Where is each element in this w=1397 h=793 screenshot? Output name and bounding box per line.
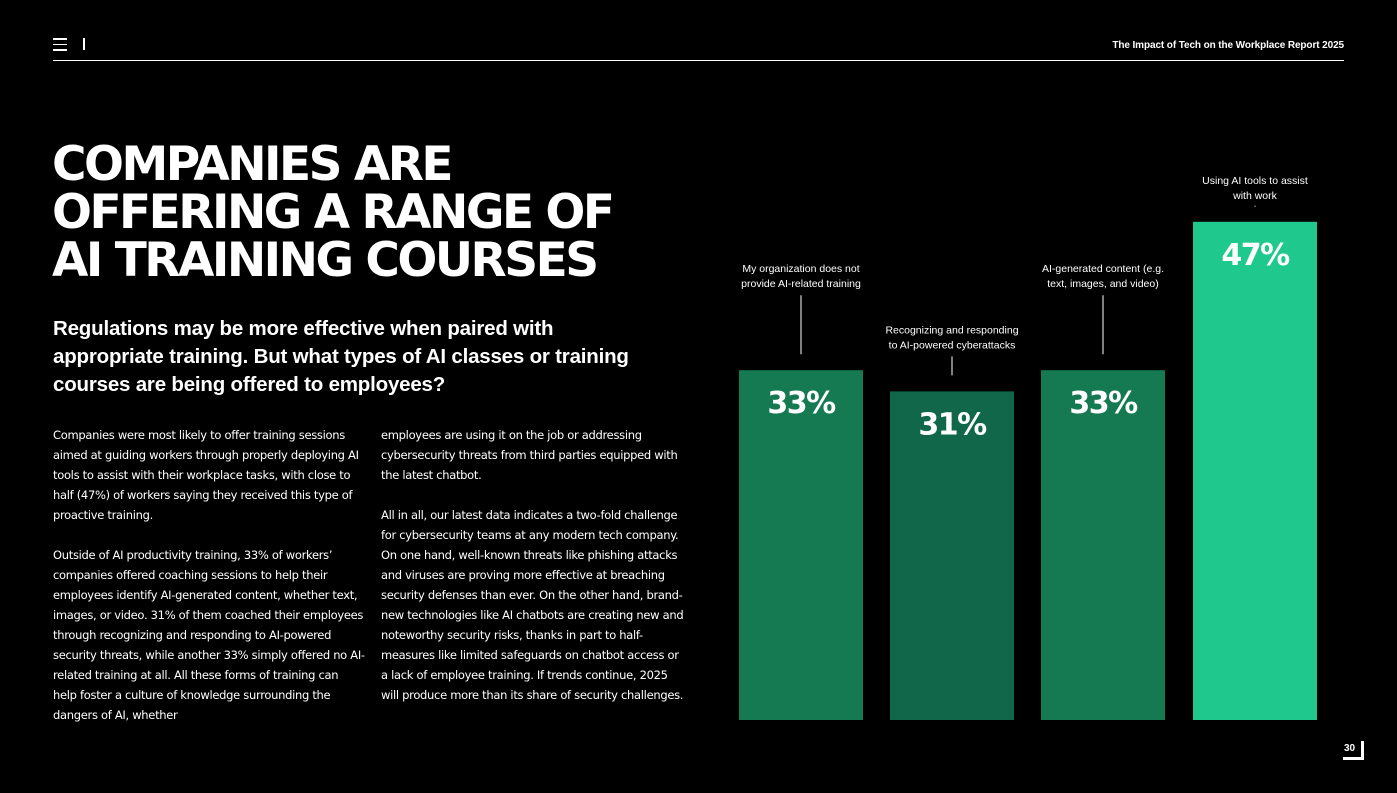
- category-label: My organization does not provide AI-related training: [741, 263, 861, 291]
- bar-chart-svg: [720, 130, 1340, 730]
- category-label: AI-generated content (e.g. text, images, and video): [1042, 263, 1164, 291]
- subheading: Regulations may be more effective when paired with appropriate training. But what types of AI classes or training courses are being offered to employees?: [53, 317, 629, 396]
- page-title-line: COMPANIES ARE: [52, 137, 452, 192]
- bar: [1041, 370, 1165, 720]
- category-label: Using AI tools to assist with work: [1202, 174, 1308, 202]
- bar: [739, 370, 863, 720]
- body-column-1: [53, 425, 365, 745]
- header-rule: [53, 60, 1344, 61]
- category-label: Recognizing and responding to AI-powered cyberattacks: [885, 324, 1019, 352]
- bar-value-label: 31%: [918, 407, 986, 443]
- body-paragraph: Companies were most likely to offer training sessions aimed at guiding workers through properly deploying AI tools to assist with their workplace tasks, with close to half (47%) of workers saying they received this type of proactive training.: [53, 428, 359, 522]
- header-divider: [83, 38, 85, 50]
- page-title-line: AI TRAINING COURSES: [52, 233, 597, 288]
- bar: [1193, 222, 1317, 720]
- body-paragraph: Outside of AI productivity training, 33% of workers’ companies offered coaching sessions to help their employees identify AI-generated content, whether text, images, or video. 31% of them coached their employees through recognizing and responding to AI-powered security threats, while another 33% simply offered no AI-related training at all. All these forms of training can help foster a culture of knowledge surrounding the dangers of AI, whether: [53, 548, 365, 722]
- menu-icon[interactable]: [53, 38, 67, 51]
- bar-chart: [720, 130, 1340, 730]
- report-title: The Impact of Tech on the Workplace Report 2025: [1112, 40, 1344, 51]
- body-paragraph: employees are using it on the job or addressing cybersecurity threats from third parties equipped with the latest chatbot.: [381, 428, 678, 482]
- body-paragraph: All in all, our latest data indicates a two-fold challenge for cybersecurity teams at any modern tech company. On one hand, well-known threats like phishing attacks and viruses are proving more effective at breaching security defenses than ever. On the other hand, brand-new technologies like AI chatbots are creating new and noteworthy security risks, thanks in part to half-measures like limited safeguards on chatbot access or a lack of employee training. If trends continue, 2025 will produce more than its share of security challenges.: [381, 508, 684, 702]
- page-title-line: OFFERING A RANGE OF: [52, 185, 613, 240]
- bar-value-label: 33%: [767, 386, 835, 422]
- page-number: 30: [1344, 743, 1356, 754]
- page-title: [52, 137, 712, 288]
- page-number-badge: [1343, 741, 1366, 762]
- body-column-2: [381, 425, 686, 725]
- bar-value-label: 47%: [1221, 237, 1289, 273]
- bar-value-label: 33%: [1069, 386, 1137, 422]
